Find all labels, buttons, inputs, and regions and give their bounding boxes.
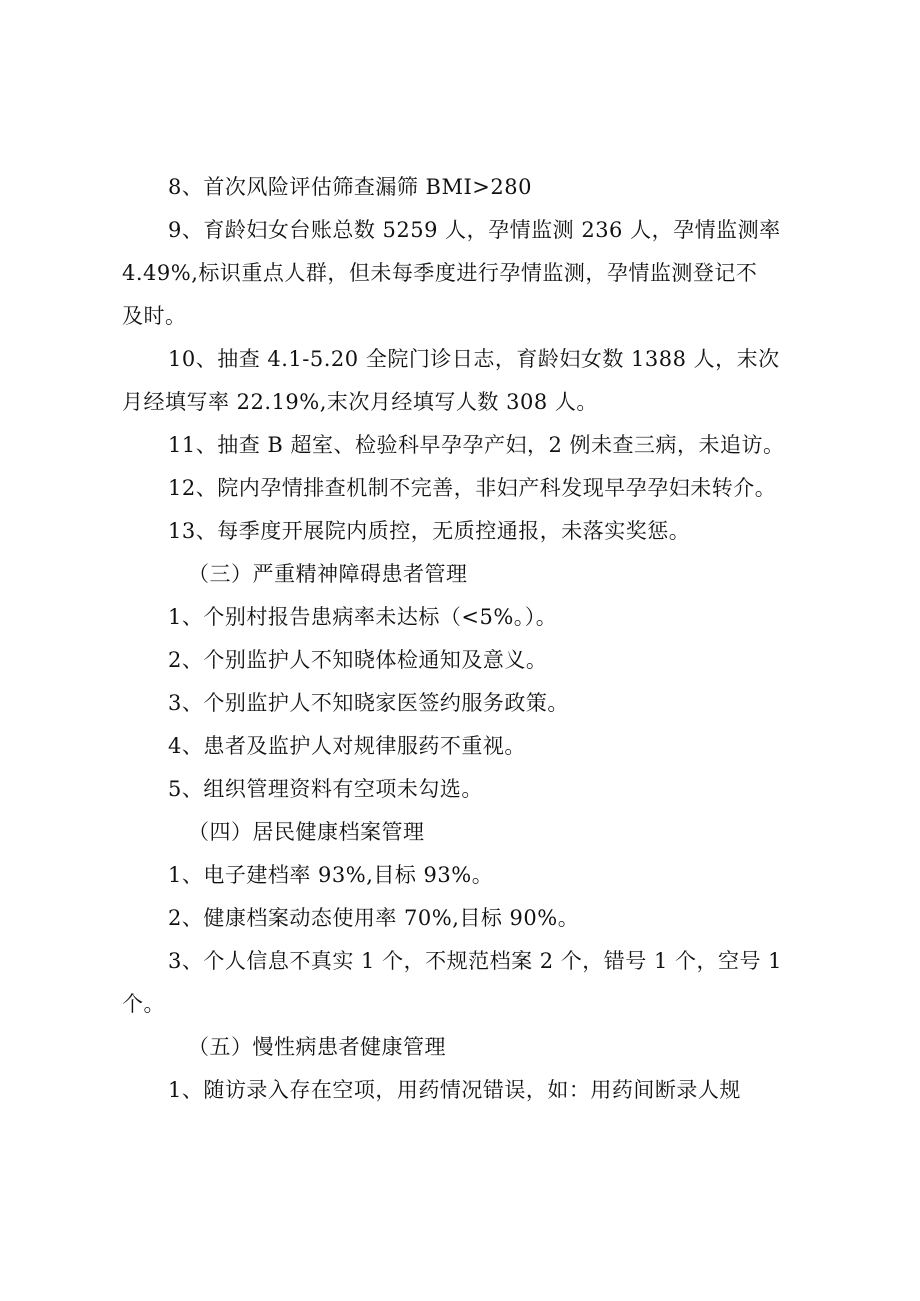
list-item-5: 5、组织管理资料有空项未勾选。 xyxy=(168,777,483,801)
list-item-3-continuation: 个。 xyxy=(122,992,165,1016)
list-item-12: 12、院内孕情排查机制不完善，非妇产科发现早孕孕妇未转介。 xyxy=(168,476,777,500)
list-item-8: 8、首次风险评估筛查漏筛 BMI>280 xyxy=(168,175,532,199)
list-item-3: 3、个人信息不真实 1 个，不规范档案 2 个，错号 1 个，空号 1 xyxy=(168,949,783,973)
list-item-1: 1、个别村报告患病率未达标（<5%。）。 xyxy=(168,605,558,629)
list-item-9: 9、育龄妇女台账总数 5259 人，孕情监测 236 人，孕情监测率 xyxy=(168,218,781,242)
list-item-9-continuation: 及时。 xyxy=(122,304,187,328)
list-item-1: 1、电子建档率 93%,目标 93%。 xyxy=(168,863,494,887)
section-heading-4: （四）居民健康档案管理 xyxy=(188,820,425,844)
section-heading-5: （五）慢性病患者健康管理 xyxy=(188,1035,446,1059)
list-item-3: 3、个别监护人不知晓家医签约服务政策。 xyxy=(168,691,569,715)
list-item-9-continuation: 4.49%,标识重点人群，但未每季度进行孕情监测，孕情监测登记不 xyxy=(122,261,758,285)
list-item-1: 1、随访录入存在空项，用药情况错误，如：用药间断录人规 xyxy=(168,1078,741,1102)
list-item-13: 13、每季度开展院内质控，无质控通报，未落实奖惩。 xyxy=(168,519,691,543)
list-item-11: 11、抽查 B 超室、检验科早孕孕产妇，2 例未查三病，未追访。 xyxy=(168,433,785,457)
list-item-4: 4、患者及监护人对规律服药不重视。 xyxy=(168,734,526,758)
list-item-10-continuation: 月经填写率 22.19%,末次月经填写人数 308 人。 xyxy=(122,390,598,414)
document-body xyxy=(122,166,832,1112)
list-item-2: 2、个别监护人不知晓体检通知及意义。 xyxy=(168,648,548,672)
list-item-2: 2、健康档案动态使用率 70%,目标 90%。 xyxy=(168,906,580,930)
section-heading-3: （三）严重精神障碍患者管理 xyxy=(188,562,468,586)
list-item-10: 10、抽查 4.1-5.20 全院门诊日志，育龄妇女数 1388 人，末次 xyxy=(168,347,780,371)
